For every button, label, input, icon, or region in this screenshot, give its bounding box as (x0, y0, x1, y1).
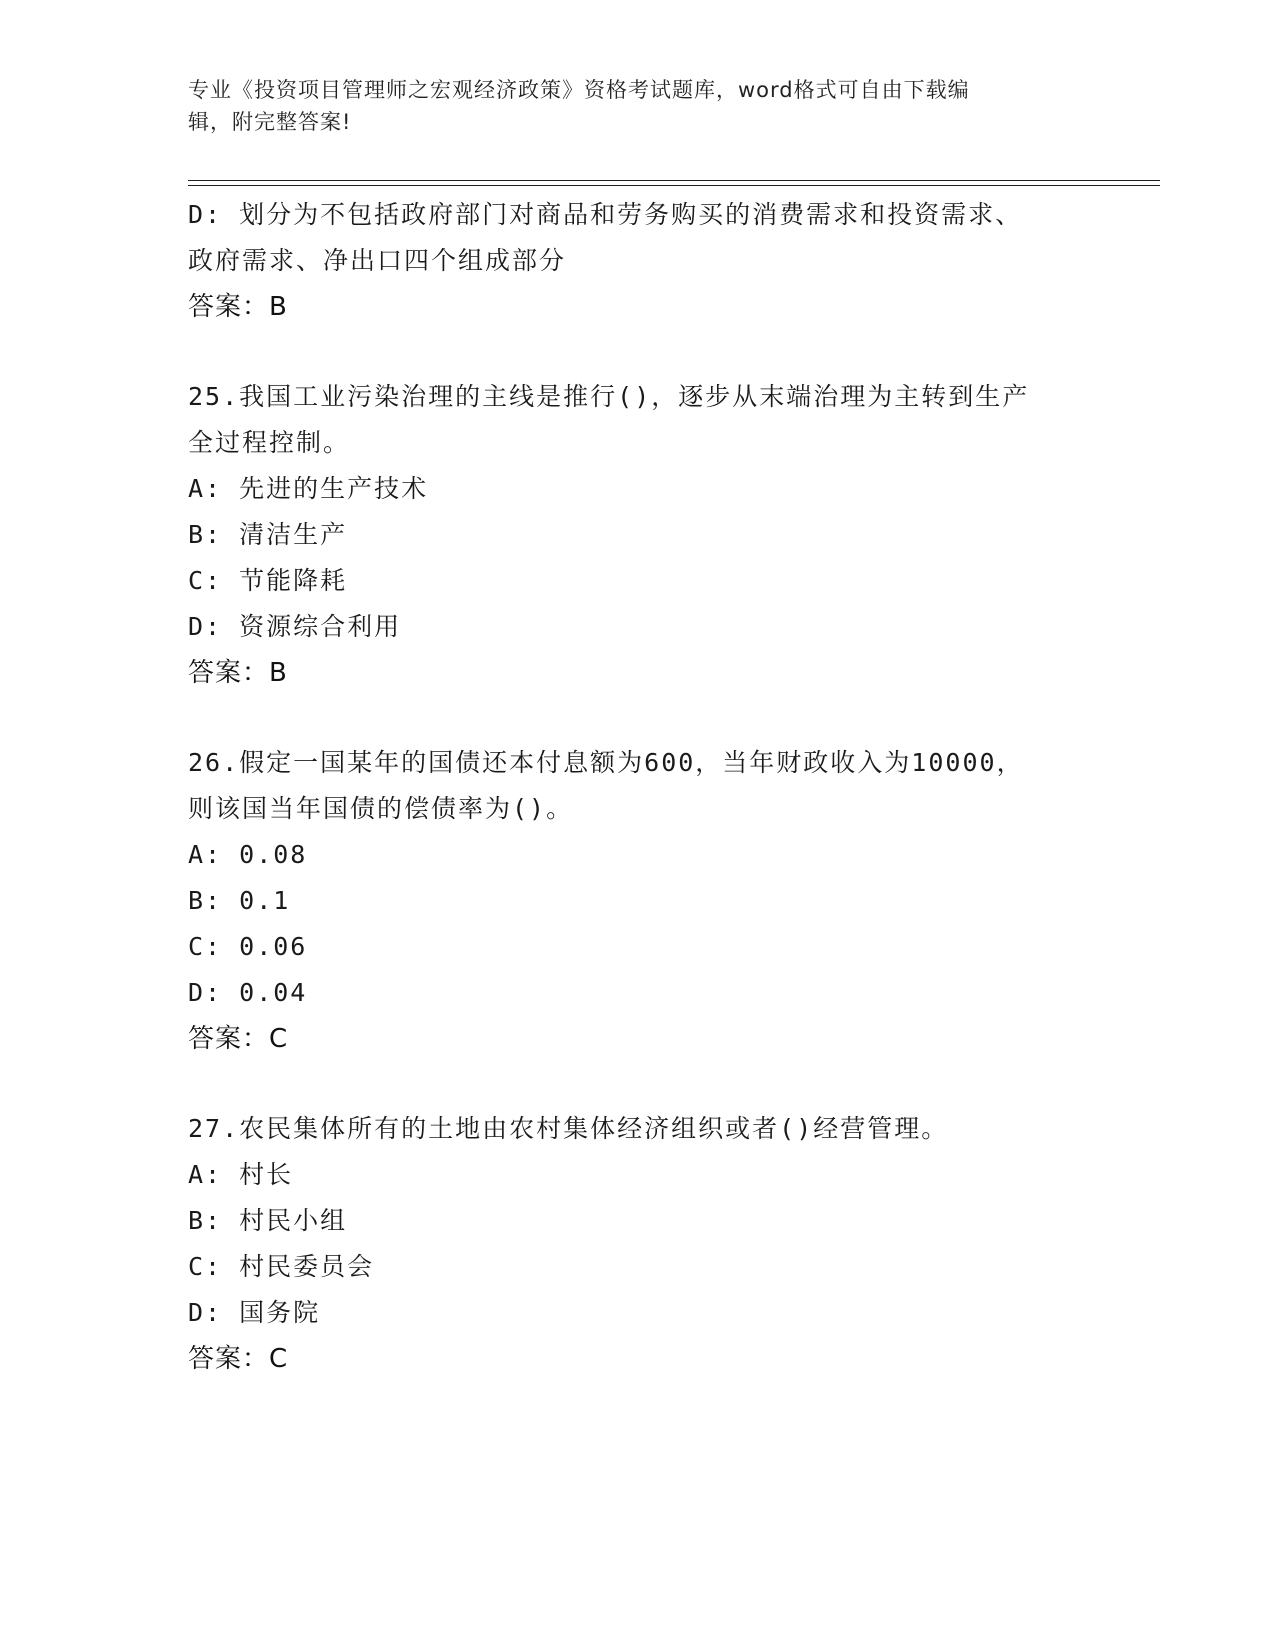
option-b: B: 清洁生产 (188, 520, 348, 549)
question-stem: 25.我国工业污染治理的主线是推行()，逐步从末端治理为主转到生产 (188, 382, 1030, 411)
option-c: C: 节能降耗 (188, 566, 348, 595)
option-d: D: 资源综合利用 (188, 612, 402, 641)
question-stem: 26.假定一国某年的国债还本付息额为600，当年财政收入为10000， (188, 748, 1024, 777)
answer: 答案：B (188, 658, 288, 688)
question-stem-continued: 全过程控制。 (188, 428, 351, 457)
option-a: A: 0.08 (188, 840, 308, 869)
document-header (188, 74, 1068, 138)
option-c: C: 0.06 (188, 932, 308, 961)
header-line-2: 辑，附完整答案! (188, 110, 352, 134)
answer: 答案：C (188, 1024, 289, 1054)
prev-question-tail (188, 192, 1088, 330)
answer: 答案：C (188, 1344, 289, 1374)
option-c: C: 村民委员会 (188, 1252, 375, 1281)
question-list (188, 192, 1088, 1382)
option-a: A: 先进的生产技术 (188, 474, 429, 503)
question-stem-continued: 则该国当年国债的偿债率为()。 (188, 794, 574, 823)
option-d-continued: 政府需求、净出口四个组成部分 (188, 246, 567, 275)
option-d: D: 国务院 (188, 1298, 321, 1327)
option-d: D: 0.04 (188, 978, 308, 1007)
option-b: B: 村民小组 (188, 1206, 348, 1235)
question-stem: 27.农民集体所有的土地由农村集体经济组织或者()经营管理。 (188, 1114, 949, 1143)
option-a: A: 村长 (188, 1160, 294, 1189)
answer: 答案：B (188, 292, 288, 322)
header-divider-top (188, 180, 1160, 181)
option-b: B: 0.1 (188, 886, 291, 915)
option-d: D: 划分为不包括政府部门对商品和劳务购买的消费需求和投资需求、 (188, 200, 1023, 229)
header-divider-bottom (188, 185, 1160, 186)
question-27 (188, 1106, 1088, 1382)
question-26 (188, 740, 1088, 1062)
header-line-1: 专业《投资项目管理师之宏观经济政策》资格考试题库，word格式可自由下载编 (188, 78, 970, 102)
question-25 (188, 374, 1088, 696)
